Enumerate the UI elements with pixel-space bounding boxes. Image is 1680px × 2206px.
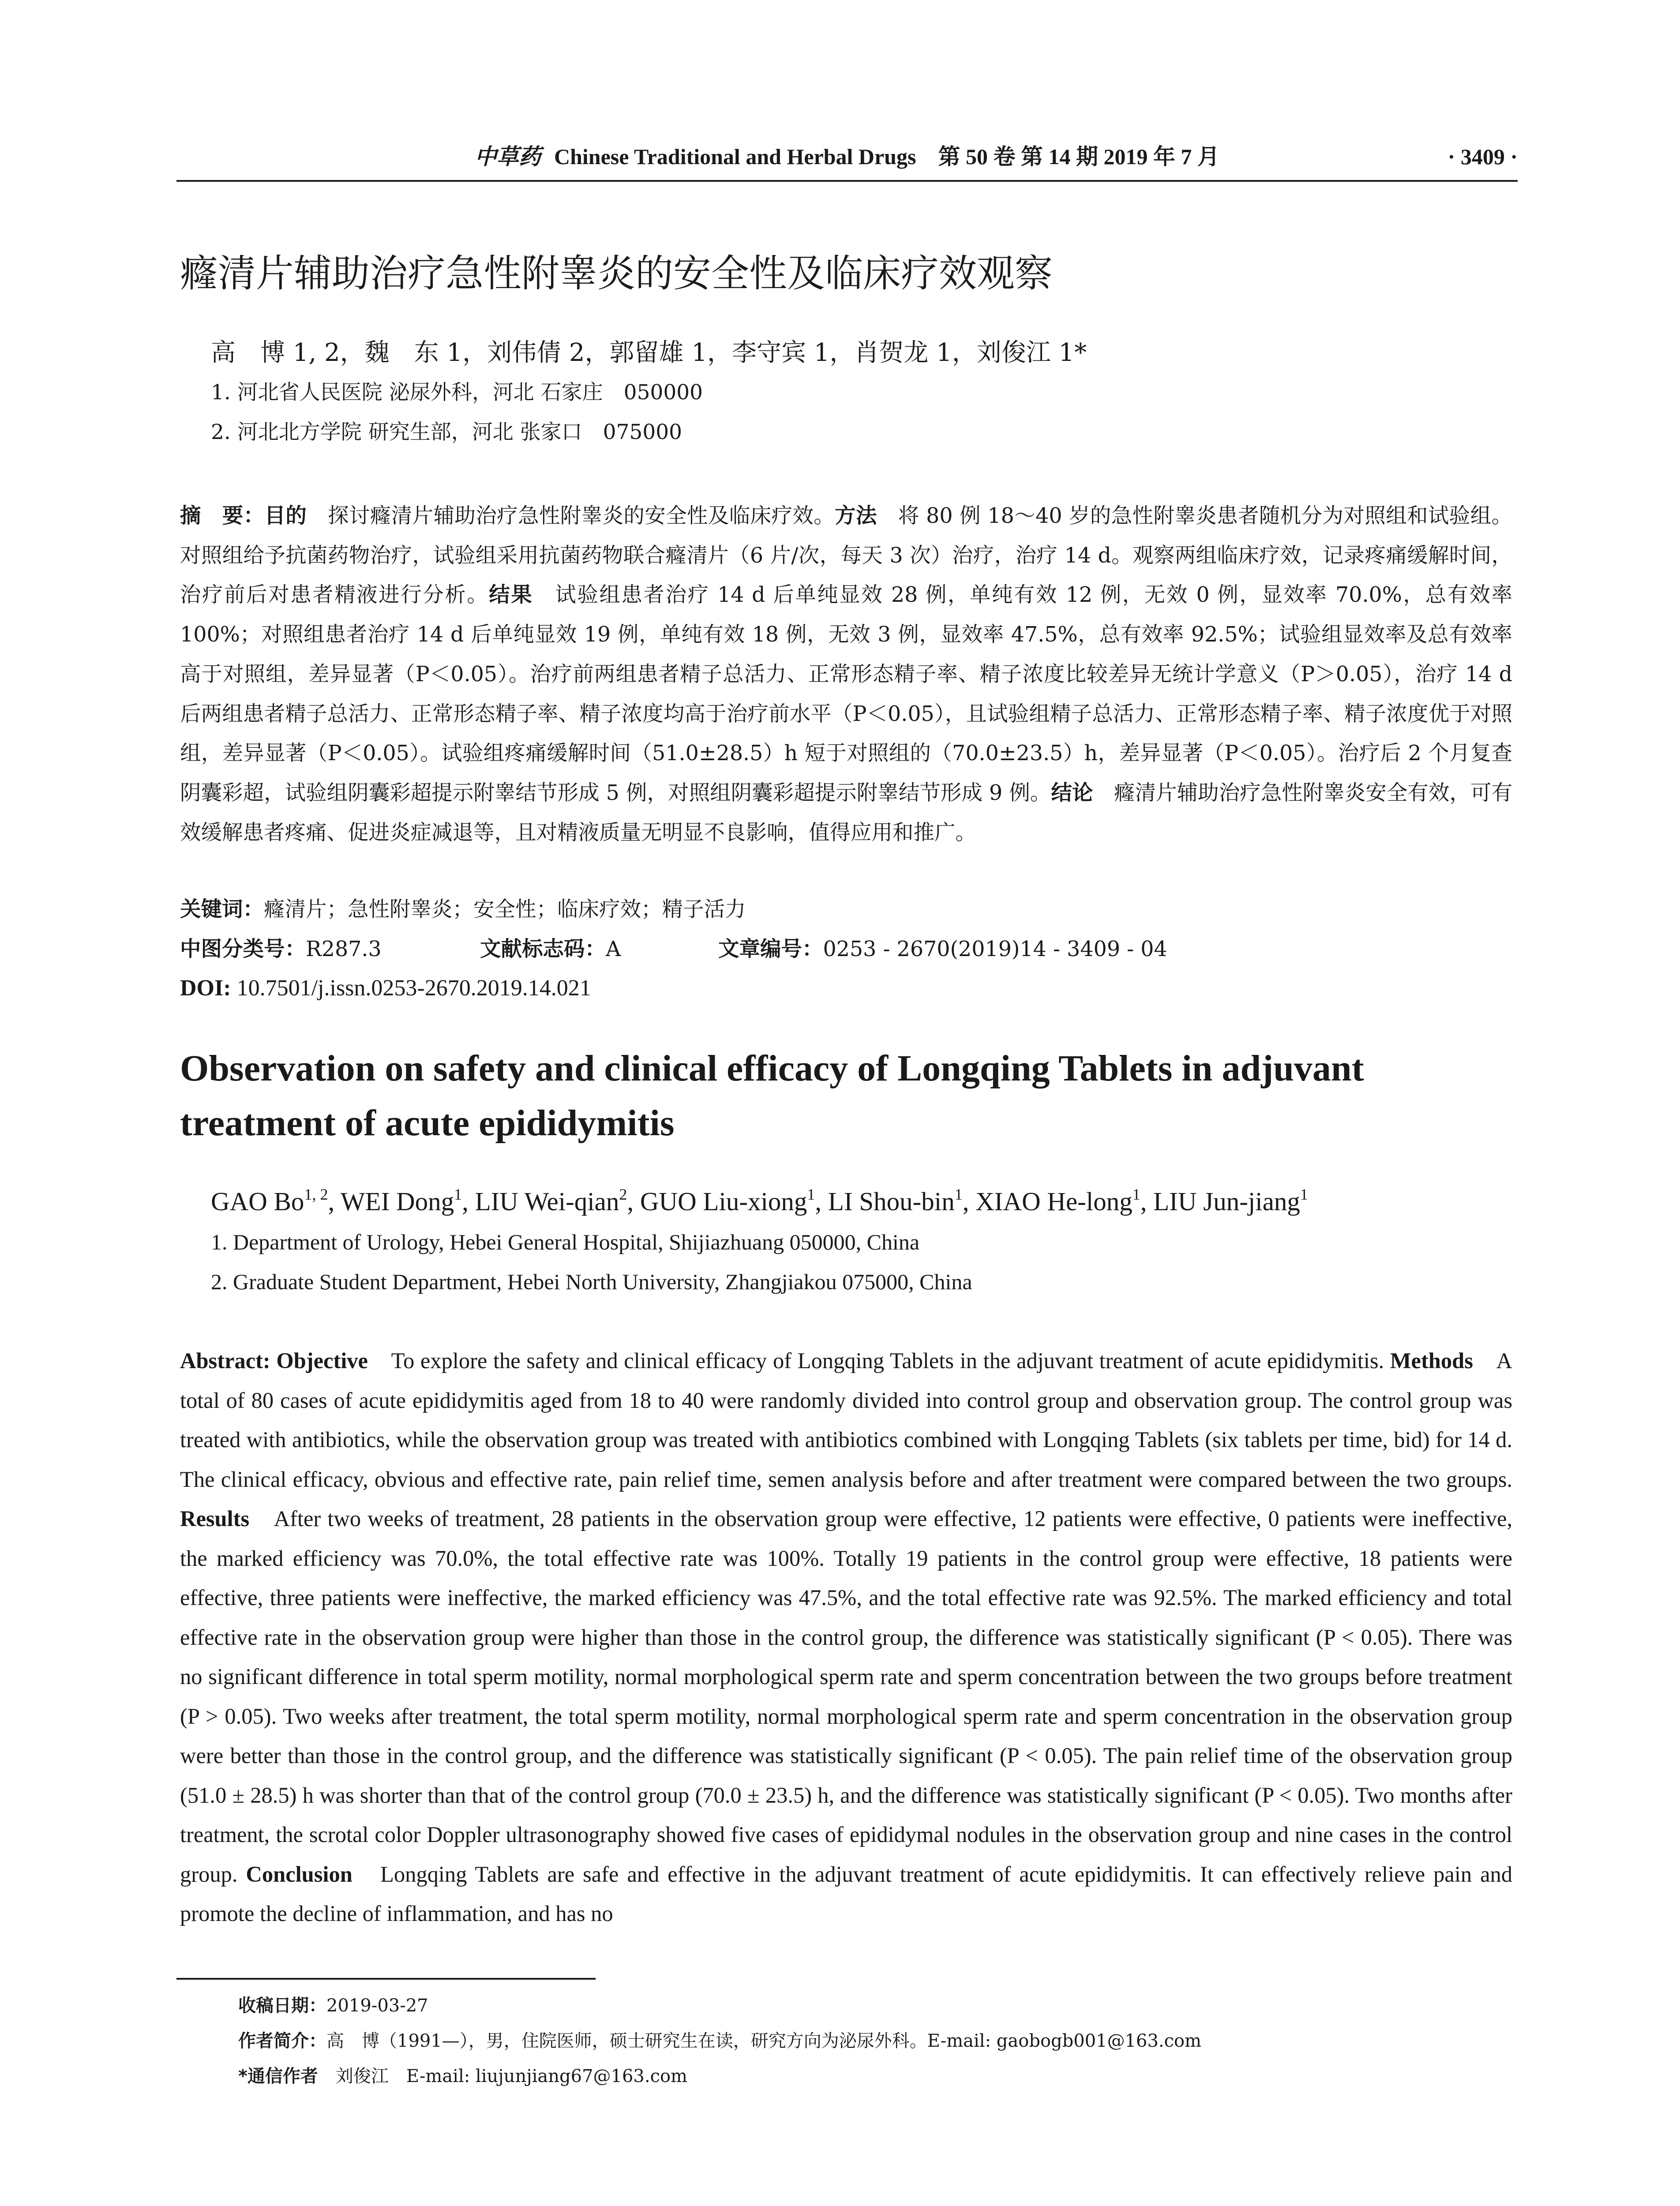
cn-results-text: 试验组患者治疗 14 d 后单纯显效 28 例，单纯有效 12 例，无效 0 例，显效率 70.0%，总有效率 100%；对照组患者治疗 14 d 后单纯显效 19 例，单纯有效 18 例，无效 3 例，显效率 47.5%，总有效率 92.5%；试验组显效率及总有效率高于对照组，差异显著（P＜0.05）。治疗前两组患者精子总活力、正常形态精子率、精子浓度比较差异无统计学意义（P＞0.05），治疗 14 d 后两组患者精子总活力、正常形态精子率、精子浓度均高于治疗前水平（P＜0.05），且试验组精子总活力、正常形态精子率、精子浓度优于对照组，差异显著（P＜0.05）。试验组疼痛缓解时间（51.0±28.5）h 短于对照组的（70.0±23.5）h，差异显著（P＜0.05）。治疗后 2 个月复查阴囊彩超，试验组阴囊彩超提示附睾结节形成 5 例，对照组阴囊彩超提示附睾结节形成 9 例。 <box>180 583 1513 805</box>
en-affiliation-1: 1. Department of Urology, Hebei General Hospital, Shijiazhuang 050000, China <box>211 1230 920 1254</box>
en-conclusion-text: Longqing Tablets are safe and effective in the adjuvant treatment of acute epididymitis. It can effectively relieve pain and promote the decline of inflammation, and has no <box>180 1861 1512 1926</box>
corresponding-label: *通信作者 <box>238 2066 318 2086</box>
en-objective-text: To explore the safety and clinical efficacy of Longqing Tablets in the adjuvant treatment of acute epididymitis. <box>368 1348 1390 1373</box>
author-bio-label: 作者简介： <box>238 2031 326 2051</box>
page-number: · 3409 · <box>1448 144 1518 169</box>
cn-title: 癃清片辅助治疗急性附睾炎的安全性及临床疗效观察 <box>180 251 1053 296</box>
en-abstract-label: Abstract: Objective <box>180 1348 368 1373</box>
en-author: GAO Bo$^{1, 2}$ <box>211 1186 328 1216</box>
footnote-rule <box>176 1978 596 1980</box>
author-bio: 高 博（1991—），男，住院医师，硕士研究生在读，研究方向为泌尿外科。E-mail: gaobogb001@163.com <box>326 2031 1202 2051</box>
en-authors: GAO Bo$^{1, 2}$, WEI Dong$^1$, LIU Wei-qian$^2$, GUO Liu-xiong$^1$, LI Shou-bin$^1$, XIAO He-long$^1$, LIU Jun-jiang$^1$ <box>211 1186 1308 1216</box>
cn-article-no-label: 文章编号： <box>718 937 823 961</box>
footnote-corresponding <box>238 2060 1509 2092</box>
cn-doc-code-label: 文献标志码： <box>480 937 606 961</box>
en-author: XIAO He-long$^1$ <box>975 1186 1140 1216</box>
cn-keywords-label: 关键词： <box>180 897 264 922</box>
header-rule <box>176 180 1518 182</box>
cn-abstract <box>180 496 1512 852</box>
doi-label: DOI: <box>180 975 231 1001</box>
en-methods-text: A total of 80 cases of acute epididymitis aged from 18 to 40 were randomly divided into control group and observation group. The control group was treated with antibiotics, while the observation group was treated with antibiotics combined with Longqing Tablets (six tablets per time, bid) for 14 d. The clinical efficacy, obvious and effective rate, pain relief time, semen analysis before and after treatment were compared between the two groups. <box>180 1348 1512 1492</box>
en-author: LI Shou-bin$^1$ <box>828 1186 963 1216</box>
received-label: 收稿日期： <box>238 1996 326 2016</box>
cn-objective-label: 目的 <box>264 504 307 528</box>
footnote-author <box>238 2025 1509 2057</box>
cn-article-no: 0253 - 2670(2019)14 - 3409 - 04 <box>823 937 1167 961</box>
journal-info: Chinese Traditional and Herbal Drugs 第 50 卷 第 14 期 2019 年 7 月 <box>554 144 1219 169</box>
cn-clc: R287.3 <box>306 937 382 961</box>
cn-conclusion-text: 癃清片辅助治疗急性附睾炎安全有效，可有效缓解患者疼痛、促进炎症减退等，且对精液质量无明显不良影响，值得应用和推广。 <box>180 780 1513 845</box>
cn-conclusion-label: 结论 <box>1051 780 1093 805</box>
en-author: GUO Liu-xiong$^1$ <box>640 1186 815 1216</box>
running-header <box>176 139 1518 179</box>
cn-keywords-text: 癃清片；急性附睾炎；安全性；临床疗效；精子活力 <box>264 897 746 922</box>
cn-doc-code: A <box>606 937 621 961</box>
en-author: LIU Wei-qian$^2$ <box>475 1186 627 1216</box>
en-results-label: Results <box>180 1506 250 1531</box>
en-conclusion-label: Conclusion <box>246 1861 352 1887</box>
cn-results-label: 结果 <box>489 583 533 608</box>
doi-value: 10.7501/j.issn.0253-2670.2019.14.021 <box>231 975 591 1001</box>
doi-line <box>180 971 1512 1006</box>
en-results-text: After two weeks of treatment, 28 patients in the observation group were effective, 12 patients were effective, 0 patients were ineffective, the marked efficiency was 70.0%, the total effective rate was 100%. Totally 19 patients in the control group were effective, 18 patients were effective, three patients were ineffective, the marked efficiency was 47.5%, and the total effective rate was 92.5%. The marked efficiency and total effective rate in the observation group were higher than those in the control group, the difference was statistically significant (P < 0.05). There was no significant difference in total sperm motility, normal morphological sperm rate and sperm concentration between the two groups before treatment (P > 0.05). Two weeks after treatment, the total sperm motility, normal morphological sperm rate and sperm concentration in the observation group were better than those in the control group, and the difference was statistically significant (P < 0.05). The pain relief time of the observation group (51.0 ± 28.5) h was shorter than that of the control group (70.0 ± 23.5) h, and the difference was statistically significant (P < 0.05). Two months after treatment, the scrotal color Doppler ultrasonography showed five cases of epididymal nodules in the observation group and nine cases in the control group. <box>180 1506 1512 1887</box>
cn-affiliation-1: 1. 河北省人民医院 泌尿外科，河北 石家庄 050000 <box>211 380 703 405</box>
cn-affiliation-2: 2. 河北北方学院 研究生部，河北 张家口 075000 <box>211 420 682 444</box>
cn-objective-text: 探讨癃清片辅助治疗急性附睾炎的安全性及临床疗效。 <box>307 504 835 528</box>
en-author: LIU Jun-jiang$^1$ <box>1153 1186 1308 1216</box>
en-methods-label: Methods <box>1390 1348 1473 1373</box>
received-date: 2019-03-27 <box>326 1996 428 2016</box>
cn-clc-label: 中图分类号： <box>180 937 306 961</box>
corresponding-author: 刘俊江 E-mail: liujunjiang67@163.com <box>318 2066 687 2086</box>
cn-keywords <box>180 892 1512 927</box>
en-affiliation-2: 2. Graduate Student Department, Hebei North University, Zhangjiakou 075000, China <box>211 1269 972 1294</box>
journal-header-line <box>176 139 1518 174</box>
en-title: Observation on safety and clinical efficacy of Longqing Tablets in adjuvant treatment of acute epididymitis <box>180 1048 1364 1144</box>
footnote-received <box>238 1990 1509 2022</box>
en-abstract <box>180 1341 1512 1934</box>
cn-methods-text: 将 80 例 18～40 岁的急性附睾炎患者随机分为对照组和试验组。对照组给予抗菌药物治疗，试验组采用抗菌药物联合癃清片（6 片/次，每天 3 次）治疗，治疗 14 d。观察两组临床疗效，记录疼痛缓解时间，治疗前后对患者精液进行分析。 <box>180 504 1513 608</box>
journal-logo: 中草药 <box>475 143 541 169</box>
en-author: WEI Dong$^1$ <box>340 1186 462 1216</box>
cn-abstract-label: 摘 要： <box>180 504 265 528</box>
cn-authors: 高 博 1, 2，魏 东 1，刘伟倩 2，郭留雄 1，李守宾 1，肖贺龙 1，刘俊江 1* <box>211 338 1087 367</box>
cn-methods-label: 方法 <box>835 504 877 528</box>
